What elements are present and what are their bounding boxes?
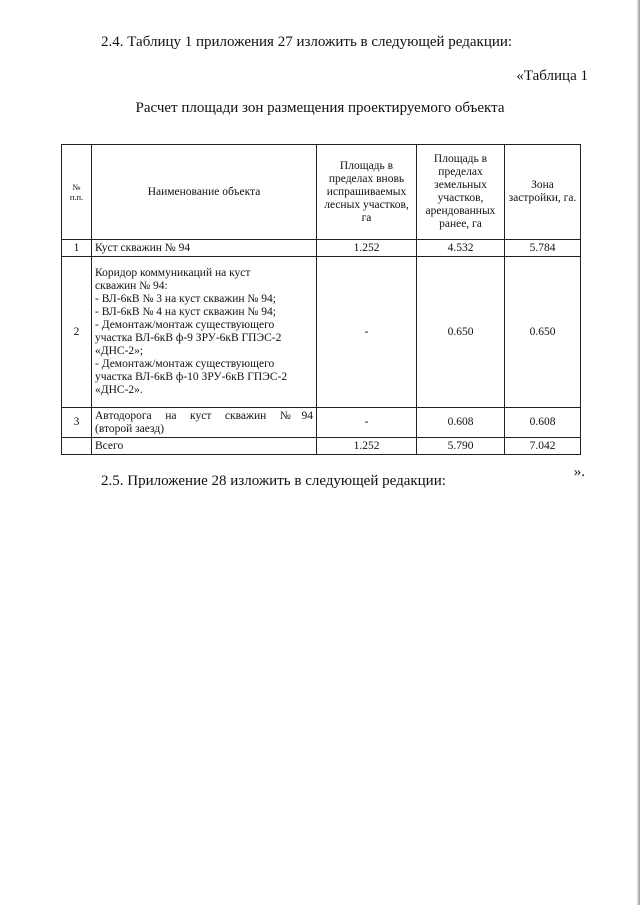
row-zone-area: 5.784 [505, 240, 581, 257]
row-name-line: «ДНС-2». [95, 384, 143, 396]
table-row [62, 257, 581, 408]
table-title: Расчет площади зон размещения проектируемого объекта [135, 100, 505, 116]
area-table [61, 144, 581, 455]
table-row [62, 408, 581, 438]
row-name-line: участка ВЛ-6кВ ф-10 ЗРУ-6кВ ГПЭС-2 [95, 371, 288, 383]
row-name-line: «ДНС-2»; [95, 345, 144, 357]
row-name-line: - ВЛ-6кВ № 3 на куст скважин № 94; [95, 293, 276, 305]
row-name-line: Куст скважин № 94 [95, 241, 191, 254]
row-name [92, 257, 317, 408]
intro-paragraph: 2.4. Таблицу 1 приложения 27 изложить в следующей редакции: [101, 34, 513, 50]
row-name-line: (второй заезд) [95, 422, 165, 435]
row-leased-area: 0.608 [417, 408, 505, 438]
row-zone-area: 0.608 [505, 408, 581, 438]
next-paragraph: 2.5. Приложение 28 изложить в следующей редакции: [101, 473, 446, 489]
header-num: № п.п. [62, 145, 92, 240]
row-name [92, 240, 317, 257]
closing-quote: ». [573, 464, 585, 480]
row-name [92, 408, 317, 438]
row-forest-area: - [317, 257, 417, 408]
table-total-row [62, 438, 581, 455]
row-name-line: Коридор коммуникаций на куст [95, 267, 251, 279]
table-reference: «Таблица 1 [516, 68, 588, 84]
row-forest-area: - [317, 408, 417, 438]
row-name-line: скважин № 94: [95, 280, 168, 292]
row-number [62, 438, 92, 455]
header-name: Наименование объекта [92, 145, 317, 240]
row-name [92, 438, 317, 455]
header-forest-area: Площадь в пределах вновь испрашиваемых лесных участков, га [317, 145, 417, 240]
row-number: 1 [62, 240, 92, 257]
row-leased-area: 5.790 [417, 438, 505, 455]
table-row [62, 240, 581, 257]
row-name-line: участка ВЛ-6кВ ф-9 ЗРУ-6кВ ГПЭС-2 [95, 332, 282, 344]
row-name-line: Автодорога на куст скважин №94 [95, 409, 313, 422]
row-zone-area: 7.042 [505, 438, 581, 455]
row-name-line: Всего [95, 439, 124, 452]
row-leased-area: 0.650 [417, 257, 505, 408]
row-zone-area: 0.650 [505, 257, 581, 408]
row-forest-area: 1.252 [317, 240, 417, 257]
row-forest-area: 1.252 [317, 438, 417, 455]
header-leased-area: Площадь в пределах земельных участков, арендованных ранее, га [417, 145, 505, 240]
row-name-line: - Демонтаж/монтаж существующего [95, 358, 275, 370]
row-leased-area: 4.532 [417, 240, 505, 257]
header-zone-area: Зона застройки, га. [505, 145, 581, 240]
row-number: 3 [62, 408, 92, 438]
row-name-line: - ВЛ-6кВ № 4 на куст скважин № 94; [95, 306, 276, 318]
row-number: 2 [62, 257, 92, 408]
row-name-line: - Демонтаж/монтаж существующего [95, 319, 275, 331]
table-header-row [62, 145, 581, 240]
